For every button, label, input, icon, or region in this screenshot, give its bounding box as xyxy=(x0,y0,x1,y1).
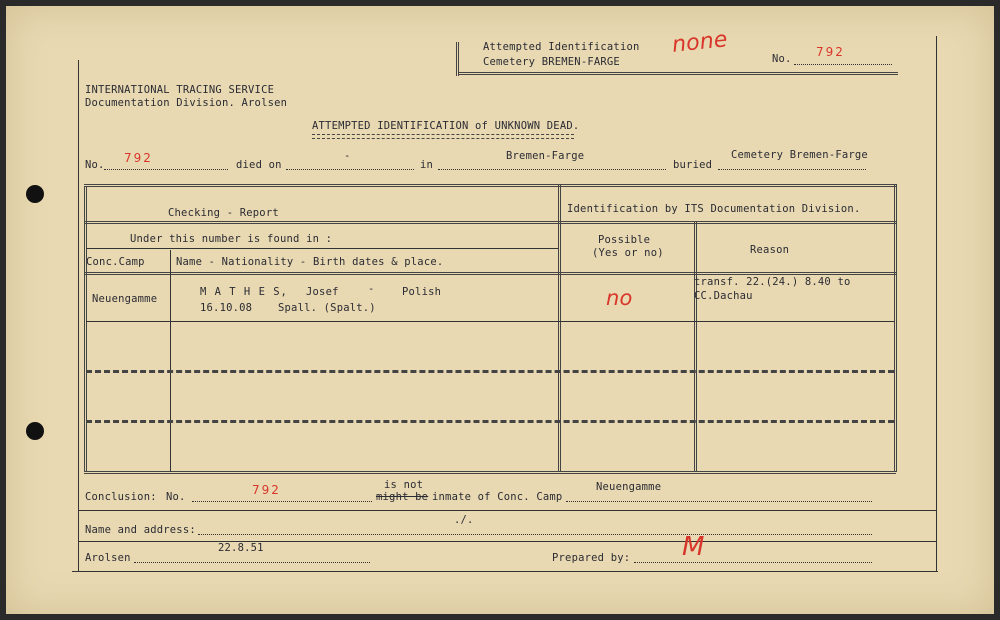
row-birth-place: Spall. (Spalt.) xyxy=(278,302,376,314)
col-possible-header-2: (Yes or no) xyxy=(592,247,664,259)
dotted-line xyxy=(286,169,414,170)
dotted-line xyxy=(438,169,666,170)
table-col-divider xyxy=(694,222,697,472)
dotted-line xyxy=(192,501,372,502)
footer-place: Arolsen xyxy=(85,552,131,564)
row-possible-handwritten: no xyxy=(606,286,633,310)
conclusion-no-label: No. xyxy=(166,491,186,503)
document-card xyxy=(6,6,994,614)
in-label: in xyxy=(420,159,434,171)
document-title: ATTEMPTED IDENTIFICATION of UNKNOWN DEAD. xyxy=(312,120,580,132)
dotted-line xyxy=(566,501,872,502)
frame-left xyxy=(78,60,79,572)
table-top-border xyxy=(84,184,896,187)
punch-hole xyxy=(26,185,44,203)
table-row-line xyxy=(86,420,894,423)
org-line2: Documentation Division. Arolsen xyxy=(85,97,288,109)
dotted-line xyxy=(134,562,370,563)
table-header-divider xyxy=(84,272,896,275)
dotted-line xyxy=(104,169,228,170)
frame-bottom xyxy=(72,571,938,572)
table-row-line xyxy=(86,321,894,322)
col-camp-header: Conc.Camp xyxy=(86,256,145,268)
record-no-label: No. xyxy=(85,159,105,171)
row-reason-line1: transf. 22.(24.) 8.40 to xyxy=(694,276,851,288)
col-name-header: Name - Nationality - Birth dates & place. xyxy=(176,256,444,268)
row-dash: - xyxy=(368,283,375,295)
conclusion-inmate: inmate of Conc. Camp xyxy=(432,491,563,503)
header-no-label: No. xyxy=(772,53,792,65)
conclusion-struck: might be xyxy=(376,491,429,503)
conclusion-label: Conclusion: xyxy=(85,491,157,503)
buried-value: Cemetery Bremen-Farge xyxy=(731,149,868,161)
handwritten-none: none xyxy=(670,27,729,58)
dotted-line xyxy=(794,64,892,65)
dotted-line xyxy=(198,534,872,535)
punch-hole xyxy=(26,422,44,440)
table-bottom-border xyxy=(84,471,896,474)
frame-right xyxy=(936,36,937,572)
conclusion-no-value: 792 xyxy=(252,483,281,497)
col-reason-header: Reason xyxy=(750,244,790,256)
title-underline xyxy=(312,134,574,139)
row-camp: Neuengamme xyxy=(92,293,158,305)
died-label: died on xyxy=(236,159,282,171)
table-right-border xyxy=(894,184,897,472)
table-col-divider xyxy=(170,250,171,472)
table-row-line xyxy=(86,370,894,373)
header-box-left-border xyxy=(456,42,459,76)
divider-line xyxy=(78,510,936,511)
header-box-line1: Attempted Identification xyxy=(483,41,640,53)
header-box-line2: Cemetery BREMEN-FARGE xyxy=(483,56,620,68)
name-address-label: Name and address: xyxy=(85,524,196,536)
prepared-by-label: Prepared by: xyxy=(552,552,631,564)
row-birth-date: 16.10.08 xyxy=(200,302,253,314)
header-box-bottom-border xyxy=(458,72,898,75)
checking-report-heading: Checking - Report xyxy=(168,207,279,219)
identification-heading: Identification by ITS Documentation Division. xyxy=(567,203,861,215)
row-firstname: Josef xyxy=(306,286,339,298)
table-subheader-divider xyxy=(86,248,558,249)
org-line1: INTERNATIONAL TRACING SERVICE xyxy=(85,84,275,96)
record-no-value: 792 xyxy=(124,151,153,165)
conclusion-is-not: is not xyxy=(384,479,424,491)
table-middle-divider xyxy=(558,184,561,472)
row-nationality: Polish xyxy=(402,286,442,298)
footer-date: 22.8.51 xyxy=(218,542,264,554)
header-no-value: 792 xyxy=(816,45,845,59)
signature: M xyxy=(682,532,705,562)
table-left-border xyxy=(84,186,87,472)
dotted-line xyxy=(634,562,872,563)
row-surname: M A T H E S, xyxy=(200,286,288,298)
name-address-value: ./. xyxy=(454,514,474,526)
conclusion-camp: Neuengamme xyxy=(596,481,662,493)
in-value: Bremen-Farge xyxy=(506,150,585,162)
col-possible-header: Possible xyxy=(598,234,651,246)
found-in-heading: Under this number is found in : xyxy=(130,233,333,245)
died-value: - xyxy=(344,150,351,162)
row-reason-line2: CC.Dachau xyxy=(694,290,753,302)
table-row-divider xyxy=(84,221,896,224)
dotted-line xyxy=(718,169,866,170)
buried-label: buried xyxy=(673,159,713,171)
divider-line xyxy=(78,541,936,542)
